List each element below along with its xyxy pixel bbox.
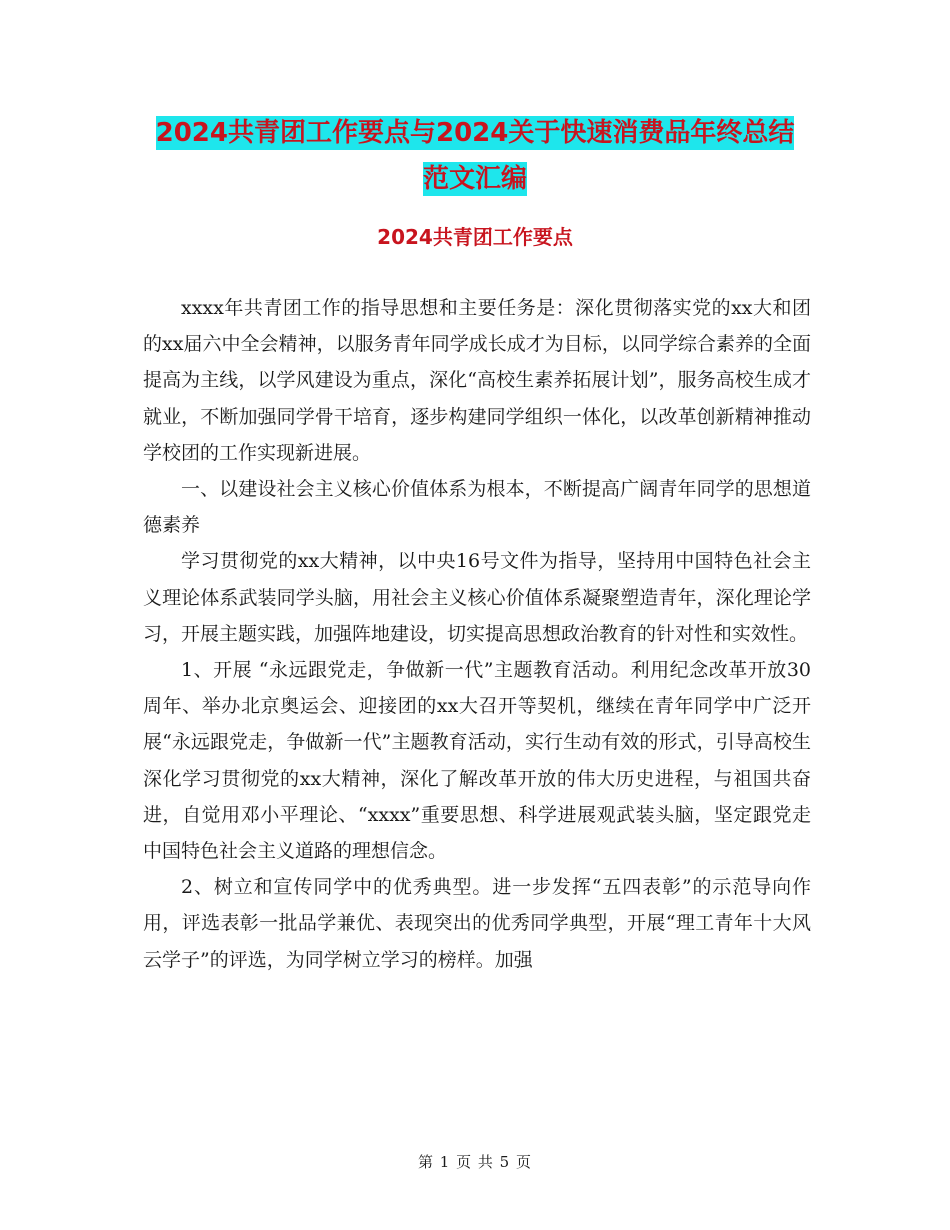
- paragraph: 2、树立和宣传同学中的优秀典型。进一步发挥“五四表彰”的示范导向作用，评选表彰一批品学兼优、表现突出的优秀同学典型，开展“理工青年十大风云学子”的评选，为同学树立学习的榜样。加强: [143, 876, 811, 971]
- paragraph: 学习贯彻党的xx大精神，以中央16号文件为指导，坚持用中国特色社会主义理论体系武装同学头脑，用社会主义核心价值体系凝聚塑造青年，深化理论学习，开展主题实践，加强阵地建设，切实提高思想政治教育的针对性和实效性。: [143, 550, 811, 645]
- title-line-1: 2024共青团工作要点与2024关于快速消费品年终总结: [155, 118, 795, 148]
- section-heading: 2024共青团工作要点: [377, 225, 573, 249]
- paragraph: xxxx年共青团工作的指导思想和主要任务是：深化贯彻落实党的xx大和团的xx届六中全会精神，以服务青年同学成长成才为目标，以同学综合素养的全面提高为主线，以学风建设为重点，深化“高校生素养拓展计划”，服务高校生成才就业，不断加强同学骨干培育，逐步构建同学组织一体化，以改革创新精神推动学校团的工作实现新进展。: [143, 297, 811, 464]
- paragraph: 一、以建设社会主义核心价值体系为根本，不断提高广阔青年同学的思想道德素养: [143, 478, 811, 537]
- title-line-2: 范文汇编: [422, 164, 527, 194]
- page-footer: 第 1 页 共 5 页: [418, 1153, 532, 1171]
- document-title: [130, 110, 820, 202]
- paragraph: 1、开展 “永远跟党走，争做新一代”主题教育活动。利用纪念改革开放30周年、举办北京奥运会、迎接团的xx大召开等契机，继续在青年同学中广泛开展“永远跟党走，争做新一代”主题教育活动，实行生动有效的形式，引导高校生深化学习贯彻党的xx大精神，深化了解改革开放的伟大历史进程，与祖国共奋进，自觉用邓小平理论、“xxxx”重要思想、科学进展观武装头脑，坚定跟党走中国特色社会主义道路的理想信念。: [143, 659, 811, 863]
- document-body: [143, 290, 811, 978]
